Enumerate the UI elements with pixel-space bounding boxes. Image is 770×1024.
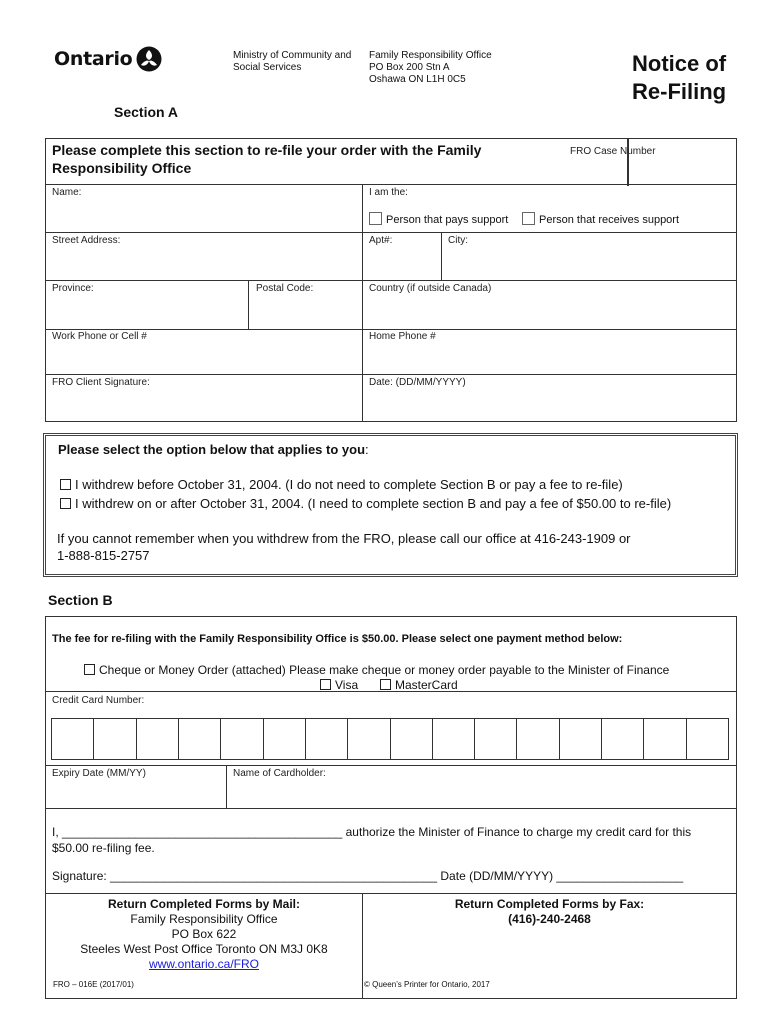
street-field[interactable] bbox=[46, 246, 361, 278]
card-digit-box[interactable] bbox=[560, 719, 602, 759]
options-heading bbox=[58, 442, 369, 457]
i-am-label: I am the: bbox=[369, 187, 408, 198]
card-digit-box[interactable] bbox=[433, 719, 475, 759]
home-phone-field[interactable] bbox=[363, 342, 736, 374]
receives-support-checkbox[interactable] bbox=[522, 212, 535, 225]
province-label: Province: bbox=[52, 283, 94, 294]
city-label: City: bbox=[448, 235, 468, 246]
options-note-line-1: If you cannot remember when you withdrew from the FRO, please call our office at 416-243-1909 or bbox=[57, 531, 631, 546]
card-digit-box[interactable] bbox=[221, 719, 263, 759]
country-field[interactable] bbox=[363, 294, 736, 328]
province-field[interactable] bbox=[46, 294, 247, 328]
card-digit-box[interactable] bbox=[644, 719, 686, 759]
receives-support-text: Person that receives support bbox=[539, 214, 680, 226]
options-heading-text: Please select the option below that applies to you bbox=[58, 442, 366, 457]
authorization-line-1: I, __________________________________________ authorize the Minister of Finance to charge my credit card for this bbox=[52, 825, 692, 839]
mail-line-2: PO Box 622 bbox=[171, 927, 237, 941]
apt-field[interactable] bbox=[363, 246, 440, 278]
cheque-option[interactable] bbox=[84, 663, 669, 677]
mail-heading: Return Completed Forms by Mail: bbox=[107, 897, 301, 911]
date-field[interactable] bbox=[363, 388, 736, 421]
city-field[interactable] bbox=[442, 246, 736, 278]
postal-code-label: Postal Code: bbox=[256, 283, 314, 294]
mastercard-checkbox[interactable] bbox=[380, 679, 391, 690]
ministry-line-2: Social Services bbox=[233, 62, 302, 73]
withdrew-before-checkbox[interactable] bbox=[60, 479, 71, 490]
card-digit-box[interactable] bbox=[475, 719, 517, 759]
client-signature-label: FRO Client Signature: bbox=[52, 377, 150, 388]
options-note-line-2: 1-888-815-2757 bbox=[57, 548, 150, 563]
case-number-field[interactable] bbox=[629, 139, 736, 185]
mail-line-3: Steeles West Post Office Toronto ON M3J 0K8 bbox=[80, 942, 328, 956]
withdrew-after-checkbox[interactable] bbox=[60, 498, 71, 509]
pays-support-text: Person that pays support bbox=[386, 214, 509, 226]
cheque-checkbox[interactable] bbox=[84, 664, 95, 675]
visa-option-text: Visa bbox=[335, 678, 359, 692]
trillium-icon bbox=[136, 46, 162, 72]
apt-label: Apt#: bbox=[369, 235, 393, 246]
work-phone-field[interactable] bbox=[46, 342, 361, 374]
client-signature-field[interactable] bbox=[46, 388, 361, 421]
date-label: Date: (DD/MM/YYYY) bbox=[369, 377, 466, 388]
options-note bbox=[57, 530, 631, 564]
section-b-heading: Section B bbox=[48, 592, 113, 608]
form-title bbox=[632, 50, 726, 106]
website-link[interactable]: www.ontario.ca/FRO bbox=[148, 957, 260, 971]
visa-option[interactable] bbox=[320, 678, 358, 692]
ontario-logo bbox=[54, 42, 162, 76]
street-label: Street Address: bbox=[52, 235, 121, 246]
options-heading-colon: : bbox=[365, 442, 369, 457]
authorization-text bbox=[52, 824, 691, 856]
card-digit-box[interactable] bbox=[517, 719, 559, 759]
section-a-heading: Section A bbox=[114, 104, 179, 120]
ontario-wordmark: Ontario bbox=[54, 48, 133, 70]
ministry-name bbox=[233, 50, 351, 74]
expiry-field[interactable] bbox=[46, 780, 225, 807]
cheque-option-text: Cheque or Money Order (attached) Please make cheque or money order payable to the Minister of Finance bbox=[99, 663, 670, 677]
expiry-label: Expiry Date (MM/YY) bbox=[52, 768, 146, 779]
card-digit-box[interactable] bbox=[52, 719, 94, 759]
return-by-fax bbox=[363, 897, 736, 927]
form-title-line-2: Re-Filing bbox=[632, 79, 727, 104]
form-title-line-1: Notice of bbox=[632, 51, 727, 76]
ministry-line-1: Ministry of Community and bbox=[233, 50, 352, 61]
card-digit-box[interactable] bbox=[137, 719, 179, 759]
card-digit-box[interactable] bbox=[306, 719, 348, 759]
name-field[interactable] bbox=[46, 198, 361, 230]
home-phone-label: Home Phone # bbox=[369, 331, 436, 342]
card-digit-box[interactable] bbox=[687, 719, 728, 759]
card-digit-box[interactable] bbox=[348, 719, 390, 759]
fee-statement: The fee for re-filing with the Family Responsibility Office is $50.00. Please select one payment method below: bbox=[52, 633, 623, 645]
receives-support-option[interactable] bbox=[522, 212, 679, 226]
pays-support-checkbox[interactable] bbox=[369, 212, 382, 225]
card-number-label: Credit Card Number: bbox=[52, 695, 145, 706]
office-address bbox=[369, 50, 492, 86]
card-digit-box[interactable] bbox=[179, 719, 221, 759]
card-digit-box[interactable] bbox=[602, 719, 644, 759]
withdrew-before-text: I withdrew before October 31, 2004. (I do not need to complete Section B or pay a fee to re-file) bbox=[75, 477, 623, 492]
work-phone-label: Work Phone or Cell # bbox=[52, 331, 147, 342]
fax-heading: Return Completed Forms by Fax: bbox=[454, 897, 645, 911]
return-by-mail bbox=[46, 897, 362, 972]
mastercard-option-text: MasterCard bbox=[395, 678, 458, 692]
card-digit-box[interactable] bbox=[264, 719, 306, 759]
cardholder-field[interactable] bbox=[227, 780, 736, 807]
card-digit-box[interactable] bbox=[94, 719, 136, 759]
authorization-line-2: $50.00 re-filing fee. bbox=[52, 841, 155, 855]
visa-checkbox[interactable] bbox=[320, 679, 331, 690]
withdrew-before-option[interactable] bbox=[60, 477, 623, 492]
withdrew-after-option[interactable] bbox=[60, 496, 671, 511]
mail-line-1: Family Responsibility Office bbox=[130, 912, 278, 926]
card-digit-box[interactable] bbox=[391, 719, 433, 759]
card-number-boxes bbox=[51, 718, 729, 760]
case-number-label: FRO Case Number bbox=[570, 146, 656, 157]
signature-date-line: Signature: _________________________________________________ Date (DD/MM/YYYY) ___________________ bbox=[52, 869, 684, 883]
office-line-2: PO Box 200 Stn A bbox=[369, 62, 450, 73]
section-a-intro: Please complete this section to re-file your order with the Family Responsibility Office bbox=[52, 142, 482, 176]
name-label: Name: bbox=[52, 187, 82, 198]
pays-support-option[interactable] bbox=[369, 212, 508, 226]
fax-number: (416)-240-2468 bbox=[508, 912, 591, 926]
postal-code-field[interactable] bbox=[249, 294, 361, 328]
office-line-1: Family Responsibility Office bbox=[369, 50, 492, 61]
office-line-3: Oshawa ON L1H 0C5 bbox=[369, 74, 466, 85]
mastercard-option[interactable] bbox=[380, 678, 458, 692]
country-label: Country (if outside Canada) bbox=[369, 283, 492, 294]
form-id: FRO – 016E (2017/01) bbox=[53, 980, 134, 989]
withdrew-after-text: I withdrew on or after October 31, 2004. (I need to complete section B and pay a fee of $50.00 to re-file) bbox=[75, 496, 672, 511]
cardholder-label: Name of Cardholder: bbox=[233, 768, 326, 779]
copyright: © Queen’s Printer for Ontario, 2017 bbox=[364, 980, 490, 989]
